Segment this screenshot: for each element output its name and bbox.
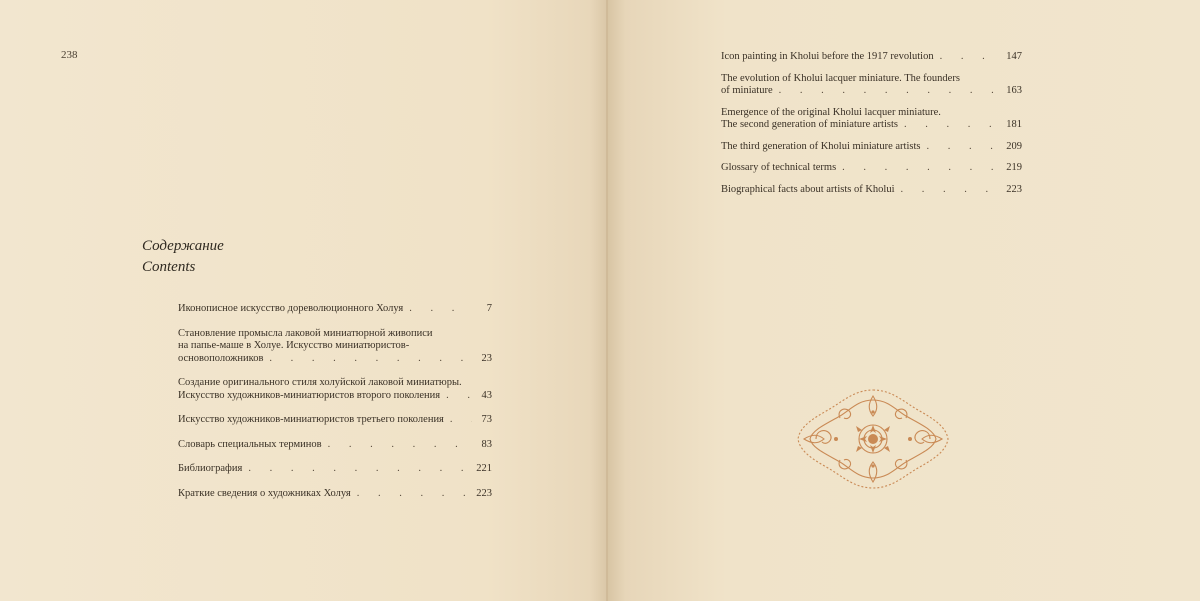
toc-entry-last-line [721, 162, 1022, 175]
toc-english [721, 51, 1022, 205]
toc-entry-title-line: Иконописное искусство дореволюционного Холуя [178, 303, 404, 314]
toc-entry-title-line: Glossary of technical terms [721, 162, 837, 173]
toc-entry [178, 328, 492, 366]
toc-entry-last-line [178, 463, 492, 476]
toc-page-number: 163 [1006, 85, 1022, 96]
toc-entry-last-line [721, 141, 1022, 154]
toc-entry-title-line: Icon painting in Kholui before the 1917 revolution [721, 51, 934, 62]
toc-page-number: 7 [486, 303, 492, 314]
toc-page-number: 43 [481, 389, 492, 401]
toc-entry [721, 107, 1022, 132]
toc-entry [178, 463, 492, 476]
floral-ornament-icon [796, 386, 950, 492]
toc-entry [721, 162, 1022, 175]
toc-entry [721, 141, 1022, 154]
toc-entry-title-line: The evolution of Kholui lacquer miniature. The founders [721, 72, 960, 84]
toc-entry-last-line [178, 488, 492, 501]
toc-entry [721, 73, 1022, 98]
toc-entry-title-line: The third generation of Kholui miniature artists [721, 140, 921, 152]
toc-entry [721, 184, 1022, 197]
toc-entry-title-line: Становление промысла лаковой миниатюрной живописи [178, 327, 433, 339]
toc-entry-title-line: Создание оригинального стиля холуйской лаковой миниатюры. [178, 377, 462, 388]
toc-entry-last-line [178, 414, 492, 427]
toc-entry-title-line: of miniature [721, 85, 773, 96]
toc-entry-title-line: The second generation of miniature artists [721, 119, 898, 130]
dot-leader [269, 353, 472, 366]
toc-entry-last-line [721, 119, 1022, 132]
toc-page-number: 223 [476, 487, 492, 499]
toc-page-number: 223 [1006, 183, 1022, 195]
toc-page-number: 181 [1006, 119, 1022, 130]
contents-heading [142, 236, 224, 278]
toc-entry [178, 303, 492, 316]
dot-leader [450, 414, 472, 427]
toc-entry-last-line [178, 353, 492, 366]
toc-entry-title-line: Emergence of the original Kholui lacquer miniature. [721, 106, 941, 118]
toc-page-number: 73 [481, 414, 492, 425]
dot-leader [446, 390, 472, 403]
heading-english: Contents [142, 259, 196, 275]
toc-entry [178, 377, 492, 402]
toc-entry-title-line: Biographical facts about artists of Kholui [721, 183, 895, 195]
toc-entry-title-line: Словарь специальных терминов [178, 438, 322, 450]
toc-page-number: 221 [476, 463, 492, 474]
toc-entry-last-line [721, 85, 1022, 98]
dot-leader [779, 85, 1002, 98]
toc-entry-title-line: основоположников [178, 352, 264, 364]
dot-leader [926, 141, 1002, 154]
dot-leader [409, 303, 472, 316]
toc-page-number: 147 [1006, 51, 1022, 62]
dot-leader [357, 488, 472, 501]
toc-entry-last-line [721, 184, 1022, 197]
toc-entry-title-line: Искусство художников-миниатюристов второго поколения [178, 389, 441, 401]
dot-leader [901, 184, 1002, 197]
toc-entry-last-line [721, 51, 1022, 64]
toc-entry [178, 414, 492, 427]
dot-leader [842, 162, 1002, 175]
dot-leader [904, 119, 1002, 132]
toc-russian [178, 303, 492, 512]
toc-entry-last-line [178, 439, 492, 452]
toc-entry-title-line: на папье-маше в Холуе. Искусство миниатюристов- [178, 340, 410, 351]
toc-entry [721, 51, 1022, 64]
toc-entry-title-line: Библиография [178, 463, 243, 474]
toc-page-number: 83 [481, 438, 492, 450]
dot-leader [328, 439, 472, 452]
toc-entry-title-line: Краткие сведения о художниках Холуя [178, 487, 351, 499]
toc-entry [178, 488, 492, 501]
toc-page-number: 23 [481, 352, 492, 364]
dot-leader [940, 51, 1002, 64]
toc-page-number: 209 [1006, 140, 1022, 152]
page-number: 238 [61, 49, 78, 61]
toc-entry-last-line [178, 390, 492, 403]
toc-entry-title-line: Искусство художников-миниатюристов третьего поколения [178, 414, 444, 425]
toc-entry-last-line [178, 303, 492, 316]
heading-russian: Содержание [142, 238, 224, 254]
dot-leader [248, 463, 472, 476]
toc-entry [178, 439, 492, 452]
toc-page-number: 219 [1006, 162, 1022, 173]
